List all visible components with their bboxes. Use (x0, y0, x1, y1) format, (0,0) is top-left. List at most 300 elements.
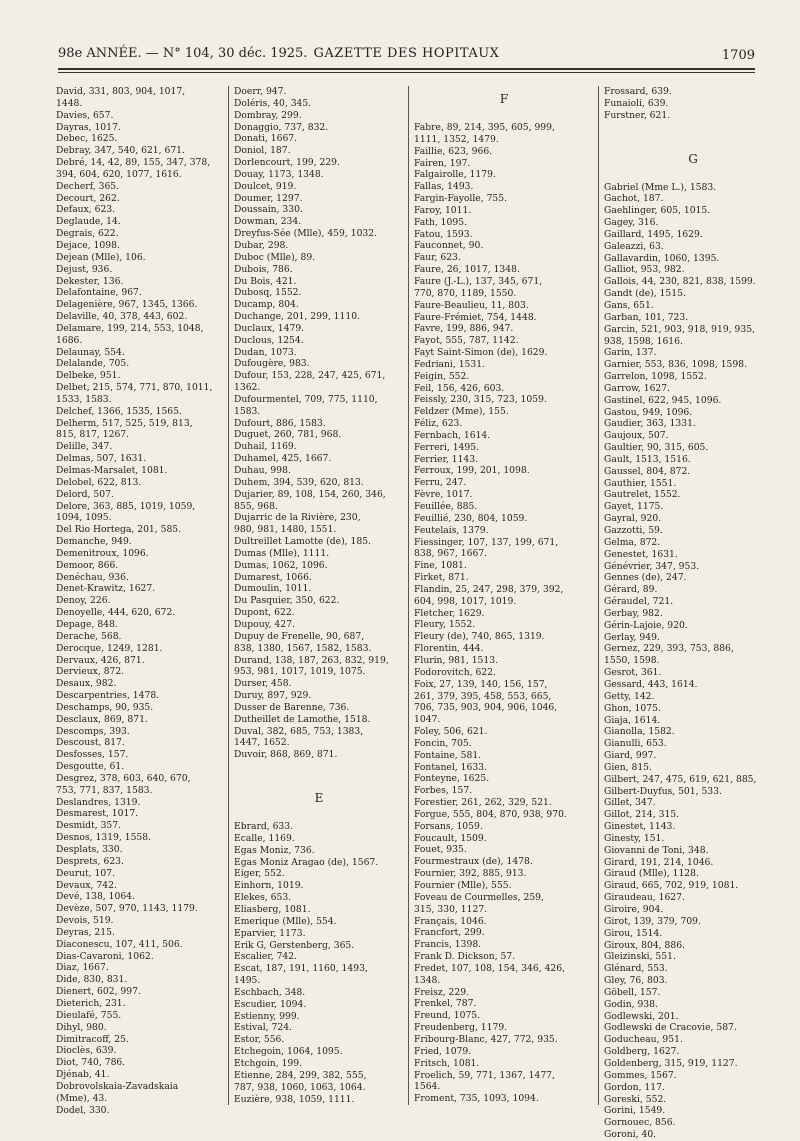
index-entry: Génévrier, 347, 953. (604, 560, 700, 572)
index-entry: Feuillié, 230, 804, 1059. (414, 512, 528, 524)
index-entry: Demoor, 866. (56, 559, 119, 571)
index-entry: Gastinel, 622, 945, 1096. (604, 394, 722, 406)
index-entry: Fine, 1081. (414, 560, 467, 572)
index-entry: Faure-Frémiet, 754, 1448. (414, 311, 537, 323)
index-entry: Feissly, 230, 315, 723, 1059. (414, 394, 547, 406)
index-entry: Delord, 507. (56, 488, 114, 500)
index-entry: Devois, 519. (56, 915, 114, 927)
index-entry: Deyras, 215. (56, 926, 115, 938)
index-entry: 787, 938, 1060, 1063, 1064. (234, 1081, 366, 1093)
index-entry: Gianulli, 653. (604, 738, 667, 750)
index-entry: Dioclès, 639. (56, 1045, 117, 1057)
index-entry: Etchgoin, 199. (234, 1057, 303, 1069)
index-entry: Dienert, 602, 997. (56, 986, 141, 998)
index-entry: Gaussel, 804, 872. (604, 465, 691, 477)
index-entry: Dudan, 1073. (234, 346, 297, 358)
header-rule-thin (58, 72, 755, 73)
index-entry: Féliz, 623. (414, 418, 463, 430)
index-entry: Foucault, 1509. (414, 832, 487, 844)
index-entry: Giovanni de Toni, 348. (604, 844, 709, 856)
index-entry: Denoyelle, 444, 620, 672. (56, 607, 176, 619)
index-entry: Doussain, 330. (234, 204, 303, 216)
index-entry: Gandt (de), 1515. (604, 288, 686, 300)
index-entry: Gerlay, 949. (604, 631, 660, 643)
index-entry: Ginestet, 1143. (604, 821, 676, 833)
index-entry: Gastou, 949, 1096. (604, 406, 693, 418)
index-entry: Donaggio, 737, 832. (234, 121, 329, 133)
index-entry: Fallas, 1493. (414, 181, 474, 193)
index-entry: Fargin-Fayolle, 755. (414, 193, 508, 205)
index-entry: Getty, 142. (604, 690, 655, 702)
index-entry: Desaux, 982. (56, 678, 117, 690)
index-entry: 1564. (414, 1081, 441, 1093)
index-entry: Dejean (Mlle), 106. (56, 251, 146, 263)
index-entry: Faure (J.-L.), 137, 345, 671, (414, 275, 543, 287)
index-entry: Fiessinger, 107, 137, 199, 671, (414, 536, 559, 548)
index-entry: Durand, 138, 187, 263, 832, 919, (234, 654, 389, 666)
index-entry: Goreski, 552. (604, 1093, 667, 1105)
index-entry: Doerr, 947. (234, 86, 287, 97)
index-entry: Ducamp, 804. (234, 299, 299, 311)
index-entry: 1111, 1352, 1479. (414, 133, 499, 145)
index-entry: Dervieux, 872. (56, 666, 125, 678)
index-entry: 1362. (234, 382, 261, 394)
index-entry: Djénab, 41. (56, 1069, 110, 1081)
index-entry: Desnos, 1319, 1558. (56, 832, 152, 844)
index-entry: Goldenberg, 315, 919, 1127. (604, 1057, 738, 1069)
index-entry: Flurin, 981, 1513. (414, 654, 498, 666)
index-entry: 855, 968. (234, 500, 278, 512)
index-entry: Decherf, 365. (56, 180, 120, 192)
index-entry: 394, 604, 620, 1077, 1616. (56, 168, 182, 180)
index-entry: Fournier (Mlle), 555. (414, 880, 512, 891)
index-entry: Dias-Cavaroni, 1062. (56, 950, 154, 962)
index-entry: Dufourmentel, 709, 775, 1110, (234, 393, 378, 405)
column-divider (598, 86, 599, 1105)
index-entry: 706, 735, 903, 904, 906, 1046, (414, 702, 558, 714)
index-entry: Feil, 156, 426, 603. (414, 382, 505, 394)
index-entry: Du Pasquier, 350, 622. (234, 595, 340, 607)
index-entry: Girard, 191, 214, 1046. (604, 856, 714, 868)
index-entry: Foley, 506, 621. (414, 726, 488, 738)
index-entry: Eparvier, 1173. (234, 927, 306, 939)
index-entry: 604, 998, 1017, 1019. (414, 595, 517, 607)
index-entry: Dubois, 786. (234, 263, 293, 275)
index-entry: 1447, 1652. (234, 737, 290, 749)
index-entry: Gillet, 347. (604, 797, 656, 809)
index-entry: Doulcet, 919. (234, 180, 297, 192)
index-entry: Eschbach, 348. (234, 986, 306, 998)
index-entry: Dombray, 299. (234, 109, 302, 121)
index-entry: Duval, 382, 685, 753, 1383, (234, 725, 364, 737)
index-entry: Emerique (Mlle), 554. (234, 915, 337, 927)
index-entry: Dimitracoff, 25. (56, 1033, 129, 1045)
index-entry: Dide, 830, 831. (56, 974, 128, 986)
index-entry: Fatou, 1593. (414, 228, 473, 240)
index-entry: Erik G, Gerstenberg, 365. (234, 939, 355, 951)
index-entry: Gallavardin, 1060, 1395. (604, 252, 720, 264)
index-entry: 1448. (56, 97, 83, 109)
index-entry: Degrais, 622. (56, 228, 119, 240)
index-column-4 (604, 86, 782, 1141)
index-entry: Gernez, 229, 393, 753, 886, (604, 643, 734, 655)
index-entry: Delamare, 199, 214, 553, 1048, (56, 322, 204, 334)
index-entry: Gérard, 89. (604, 584, 658, 596)
index-entry: Gaultier, 90, 315, 605. (604, 442, 709, 454)
column-divider (408, 86, 409, 1105)
index-entry: Desprets, 623. (56, 855, 124, 867)
index-entry: 815, 817, 1267. (56, 429, 130, 441)
index-entry: Eliasberg, 1081. (234, 904, 311, 915)
index-entry: Deurut, 107. (56, 867, 116, 879)
index-entry: Delagenière, 967, 1345, 1366. (56, 299, 198, 311)
index-entry: Galliot, 953, 982. (604, 264, 685, 276)
index-entry: Fauconnet, 90. (414, 240, 484, 252)
index-entry: Fonteyne, 1625. (414, 773, 490, 785)
index-entry: Delherm, 517, 525, 519, 813, (56, 417, 193, 429)
index-entry: Diaconescu, 107, 411, 506. (56, 938, 183, 950)
index-entry: Dujarric de la Rivière, 230, (234, 512, 361, 524)
index-entry: Ferreri, 1495. (414, 441, 480, 453)
index-entry: Fontaine, 581. (414, 749, 482, 761)
index-entry: 1047. (414, 714, 441, 726)
index-entry: Delchef, 1366, 1535, 1565. (56, 405, 182, 417)
index-entry: Fried, 1079. (414, 1045, 472, 1057)
index-entry: Giraud, 665, 702, 919, 1081. (604, 880, 739, 892)
index-entry: Giaja, 1614. (604, 714, 661, 726)
index-entry: Gaudier, 363, 1331. (604, 418, 696, 430)
index-entry: Feutelais, 1379. (414, 524, 489, 536)
index-entry: Denéchau, 936. (56, 571, 129, 583)
index-entry: Fairen, 197. (414, 157, 471, 169)
index-entry: Foix, 27, 139, 140, 156, 157, (414, 678, 548, 690)
index-entry: Dumas (Mlle), 1111. (234, 547, 330, 559)
index-entry: Elekes, 653. (234, 892, 292, 904)
index-entry: Deglaude, 14. (56, 216, 121, 228)
index-entry: Gaehlinger, 605, 1015. (604, 205, 711, 217)
index-entry: Egas Moniz Aragao (de), 1567. (234, 856, 379, 868)
section-letter: E (314, 791, 324, 806)
index-entry: Ghon, 1075. (604, 702, 661, 714)
index-entry: Diot, 740, 786. (56, 1057, 126, 1069)
index-entry: Foveau de Courmelles, 259, (414, 891, 544, 903)
index-entry: Duguet, 260, 781, 968. (234, 429, 342, 441)
index-entry: Douay, 1173, 1348. (234, 168, 324, 180)
index-entry: Fredet, 107, 108, 154, 346, 426, (414, 962, 566, 974)
index-entry: Eiger, 552. (234, 868, 285, 880)
index-entry: Euzière, 938, 1059, 1111. (234, 1093, 355, 1105)
index-entry: Faroy, 1011. (414, 204, 472, 216)
index-entry: Gans, 651. (604, 299, 654, 311)
index-entry: Gayral, 920. (604, 513, 662, 525)
index-entry: Desmarest, 1017. (56, 808, 139, 820)
index-entry: Descoust, 817. (56, 737, 125, 749)
index-entry: Fletcher, 1629. (414, 607, 485, 619)
index-entry: Gien, 815. (604, 761, 652, 773)
index-entry: Funaioli, 639. (604, 97, 669, 109)
index-entry: Fernbach, 1614. (414, 429, 491, 441)
index-entry: Fedriani, 1531. (414, 358, 485, 370)
index-entry: Deschamps, 90, 935. (56, 701, 154, 713)
index-entry: Gordon, 117. (604, 1081, 665, 1093)
index-entry: Duchange, 201, 299, 1110. (234, 311, 360, 323)
index-entry: Ferru, 247. (414, 477, 467, 489)
index-column-3 (414, 86, 594, 1111)
section-spacer (234, 761, 404, 791)
index-entry: Gaujoux, 507. (604, 430, 669, 442)
index-entry: Francis, 1398. (414, 939, 482, 951)
index-entry: Gautrelet, 1552. (604, 489, 681, 501)
index-entry: Girou, 1514. (604, 927, 663, 939)
index-entry: Doniol, 187. (234, 145, 291, 157)
index-entry: Fontanel, 1633. (414, 761, 487, 773)
index-entry: Desfosses, 157. (56, 749, 129, 761)
index-entry: Gachot, 187. (604, 193, 664, 205)
index-entry: Delafontaine, 967. (56, 287, 142, 299)
index-entry: Godlewski de Cracovie, 587. (604, 1022, 737, 1034)
index-entry: Estival, 724. (234, 1022, 292, 1034)
index-entry: 938, 1598, 1616. (604, 335, 683, 347)
index-entry: Forsans, 1059. (414, 820, 483, 832)
index-entry: Dodel, 330. (56, 1104, 110, 1116)
index-entry: Estor, 556. (234, 1034, 285, 1046)
index-entry: 838, 967, 1667. (414, 548, 488, 560)
index-entry: 1348. (414, 974, 441, 986)
index-entry: Feigin, 552. (414, 370, 470, 382)
index-entry: Duboc (Mlle), 89. (234, 251, 316, 263)
index-entry: Debray, 347, 540, 621, 671. (56, 145, 185, 157)
index-entry: Delaunay, 554. (56, 346, 125, 358)
issue-info: 98e ANNÉE. — N° 104, 30 déc. 1925. (58, 46, 308, 61)
index-entry: Desclaux, 869, 871. (56, 713, 148, 725)
index-entry: Dupuy de Frenelle, 90, 687, (234, 630, 365, 642)
index-entry: Delille, 347. (56, 441, 113, 453)
index-entry: Faure-Beaulieu, 11, 803. (414, 299, 529, 311)
index-entry: Delbet, 215, 574, 771, 870, 1011, (56, 382, 213, 394)
index-entry: Gauthier, 1551. (604, 477, 677, 489)
index-entry: Fayot, 555, 787, 1142. (414, 335, 519, 347)
index-entry: Gelma, 872. (604, 536, 661, 548)
index-entry: Dorlencourt, 199, 229. (234, 157, 340, 169)
index-entry: Florentin, 444. (414, 643, 484, 655)
index-entry: Estienny, 999. (234, 1010, 300, 1022)
index-entry: Gaillard, 1495, 1629. (604, 228, 703, 240)
index-entry: Gesrot, 361. (604, 667, 662, 679)
index-entry: Devèze, 507, 970, 1143, 1179. (56, 903, 198, 915)
index-entry: Froelich, 59, 771, 1367, 1477, (414, 1069, 555, 1081)
index-entry: Demanche, 949. (56, 536, 132, 548)
index-entry: Duhamel, 425, 1667. (234, 453, 332, 465)
index-entry: Dumas, 1062, 1096. (234, 559, 328, 571)
index-entry: David, 331, 803, 904, 1017, (56, 86, 186, 97)
index-entry: Denoy, 226. (56, 595, 111, 607)
index-entry: Galeazzi, 63. (604, 240, 664, 252)
index-entry: Gorini, 1549. (604, 1105, 666, 1117)
index-entry: Dubar, 298. (234, 239, 289, 251)
index-entry: Flandin, 25, 247, 298, 379, 392, (414, 583, 564, 595)
section-letter: G (688, 151, 698, 166)
index-entry: 838, 1380, 1567, 1582, 1583. (234, 642, 372, 654)
index-entry: Depage, 848. (56, 618, 118, 630)
index-entry: Goroni, 40. (604, 1129, 657, 1141)
index-entry: 953, 981, 1017, 1019, 1075. (234, 666, 366, 678)
index-entry: Dieterich, 231. (56, 997, 126, 1009)
index-entry: Derache, 568. (56, 630, 122, 642)
journal-title: GAZETTE DES HOPITAUX (313, 46, 500, 61)
index-entry: Denet-Krawitz, 1627. (56, 583, 156, 595)
index-entry: Dupouy, 427. (234, 618, 295, 630)
index-entry: 1550, 1598. (604, 655, 660, 667)
index-entry: Freudenberg, 1179. (414, 1022, 508, 1034)
index-entry: Davies, 657. (56, 109, 114, 121)
index-entry: Furstner, 621. (604, 109, 671, 121)
index-entry: Fabre, 89, 214, 395, 605, 999, (414, 122, 555, 133)
index-entry: 753, 771, 837, 1583. (56, 784, 153, 796)
header-rule (58, 68, 755, 70)
index-entry: 1583. (234, 405, 261, 417)
index-entry: Duhem, 394, 539, 620, 813. (234, 476, 364, 488)
index-entry: Doumer, 1297. (234, 192, 303, 204)
index-entry: Duruy, 897, 929. (234, 690, 312, 702)
page-header (58, 44, 755, 66)
index-entry: Etienne, 284, 299, 382, 555, (234, 1069, 367, 1081)
section-letter: F (499, 92, 509, 106)
index-entry: 1094, 1095. (56, 512, 112, 524)
index-entry: Duvoir, 868, 869, 871. (234, 749, 338, 761)
index-entry: Gessard, 443, 1614. (604, 678, 698, 690)
index-entry: Gley, 76, 803. (604, 975, 668, 987)
index-entry: Gazzotti, 59. (604, 525, 663, 536)
index-entry: Gleizinski, 551. (604, 951, 676, 963)
index-entry: Gianolla, 1582. (604, 726, 675, 738)
index-entry: Dreyfus-Sée (Mlle), 459, 1032. (234, 228, 378, 240)
index-entry: Gallois, 44, 230, 821, 838, 1599. (604, 276, 756, 288)
index-entry: Dultreillet Lamotte (de), 185. (234, 536, 371, 548)
index-entry: Fritsch, 1081. (414, 1057, 480, 1069)
index-entry: Einhorn, 1019. (234, 880, 304, 892)
index-entry: Fouet, 935. (414, 844, 467, 856)
index-entry: Derocque, 1249, 1281. (56, 642, 163, 654)
index-entry: Dusser de Barenne, 736. (234, 701, 350, 713)
index-entry: Gilbert, 247, 475, 619, 621, 885, (604, 773, 757, 785)
index-entry: Gennes (de), 247. (604, 572, 687, 584)
index-entry: Donati, 1667. (234, 133, 298, 145)
index-entry: Garcin, 521, 903, 918, 919, 935, (604, 323, 756, 335)
index-entry: Dekester, 136. (56, 275, 124, 287)
index-entry: 261, 379, 395, 458, 553, 665, (414, 690, 552, 702)
index-entry: Fleury (de), 740, 865, 1319. (414, 631, 545, 643)
index-entry: Dejust, 936. (56, 263, 113, 275)
index-entry: Devé, 138, 1064. (56, 891, 135, 903)
index-entry: Del Rio Hortega, 201, 585. (56, 524, 182, 536)
index-entry: Doléris, 40, 345. (234, 97, 312, 109)
index-entry: Delaville, 40, 378, 443, 602. (56, 311, 188, 323)
index-entry: Godin, 938. (604, 998, 658, 1010)
index-entry: Giroux, 804, 886. (604, 939, 685, 951)
index-entry: Gilbert-Duyfus, 501, 533. (604, 785, 722, 797)
index-entry: Fournier, 392, 885, 913. (414, 868, 527, 880)
index-entry: Ebrard, 633. (234, 821, 294, 833)
index-entry: Glénard, 553. (604, 963, 668, 975)
index-entry: Freisz, 229. (414, 986, 469, 998)
index-entry: Giraud (Mlle), 1128. (604, 868, 699, 880)
index-entry: Goldberg, 1627. (604, 1046, 680, 1058)
index-entry: Gault, 1513, 1516. (604, 453, 691, 465)
index-entry: Descomps, 393. (56, 725, 130, 737)
index-entry: Géraudel, 721. (604, 596, 674, 608)
index-entry: Feldzer (Mme), 155. (414, 406, 509, 418)
page-number: 1709 (721, 48, 755, 63)
index-entry: Froment, 735, 1093, 1094. (414, 1093, 539, 1105)
index-entry: Goducheau, 951. (604, 1034, 683, 1046)
index-entry: Demenitroux, 1096. (56, 547, 149, 559)
index-entry: Freund, 1075. (414, 1010, 481, 1022)
index-entry: Gerbay, 982. (604, 607, 663, 619)
index-entry: Dufougère, 983. (234, 358, 310, 370)
index-entry: Dieulafé, 755. (56, 1009, 122, 1021)
index-entry: Garrow, 1627. (604, 382, 671, 394)
index-entry: Fodorovitch, 622. (414, 666, 496, 678)
index-entry: Desgoutte, 61. (56, 761, 125, 773)
index-entry: Garnier, 553, 836, 1098, 1598. (604, 359, 748, 371)
index-entry: Delalande, 705. (56, 358, 130, 370)
index-entry: Giraudeau, 1627. (604, 892, 685, 904)
index-entry: Gayet, 1175. (604, 501, 664, 513)
index-entry: Garin, 137. (604, 347, 657, 359)
index-entry: Dutheillet de Lamothe, 1518. (234, 713, 371, 725)
index-entry: Genestet, 1631. (604, 548, 678, 560)
index-entry: Dupont, 622. (234, 607, 295, 619)
index-entry: Garban, 101, 723. (604, 311, 689, 323)
index-entry: Dayras, 1017. (56, 121, 121, 133)
index-entry: Dufour, 153, 228, 247, 425, 671, (234, 370, 386, 382)
section-spacer (604, 122, 782, 152)
index-entry: Favre, 199, 886, 947. (414, 323, 514, 335)
index-entry: Dejace, 1098. (56, 239, 120, 251)
index-entry: Escat, 187, 191, 1160, 1493, (234, 963, 368, 975)
index-entry: Falgairolle, 1179. (414, 169, 496, 181)
index-entry: Firket, 871. (414, 572, 469, 584)
index-entry: Decourt, 262. (56, 192, 120, 204)
index-entry: Durser, 458. (234, 678, 292, 690)
index-entry: Fath, 1095. (414, 216, 467, 228)
index-entry: Godlewski, 201. (604, 1010, 679, 1022)
index-entry: Debré, 14, 42, 89, 155, 347, 378, (56, 157, 211, 169)
index-column-1 (56, 86, 224, 1116)
index-entry: Garrelon, 1098, 1552. (604, 371, 707, 383)
index-entry: Göbell, 157. (604, 986, 661, 998)
index-entry: Fleury, 1552. (414, 619, 476, 631)
index-entry: Dumarest, 1066. (234, 571, 312, 583)
index-entry: Fèvre, 1017. (414, 489, 473, 501)
index-column-2 (234, 86, 404, 1111)
index-entry: Delmas, 507, 1631. (56, 453, 147, 465)
index-entry: (Mme), 43. (56, 1092, 108, 1104)
index-entry: Gillot, 214, 315. (604, 809, 680, 821)
index-entry: Escudier, 1094. (234, 998, 307, 1010)
index-entry: Etchegoin, 1064, 1095. (234, 1046, 343, 1058)
index-entry: Dowman, 234. (234, 216, 302, 228)
index-entry: Faure, 26, 1017, 1348. (414, 264, 520, 276)
index-entry: Fribourg-Blanc, 427, 772, 935. (414, 1033, 558, 1045)
index-entry: Delobel, 622, 813. (56, 476, 142, 488)
index-entry: Feuillée, 885. (414, 501, 478, 512)
index-entry: Giroire, 904. (604, 904, 664, 915)
index-entry: Ferroux, 199, 201, 1098. (414, 465, 530, 477)
index-entry: 770, 870, 1189, 1550. (414, 287, 517, 299)
index-entry: Fourmestraux (de), 1478. (414, 856, 533, 868)
index-entry: 1686. (56, 334, 83, 346)
